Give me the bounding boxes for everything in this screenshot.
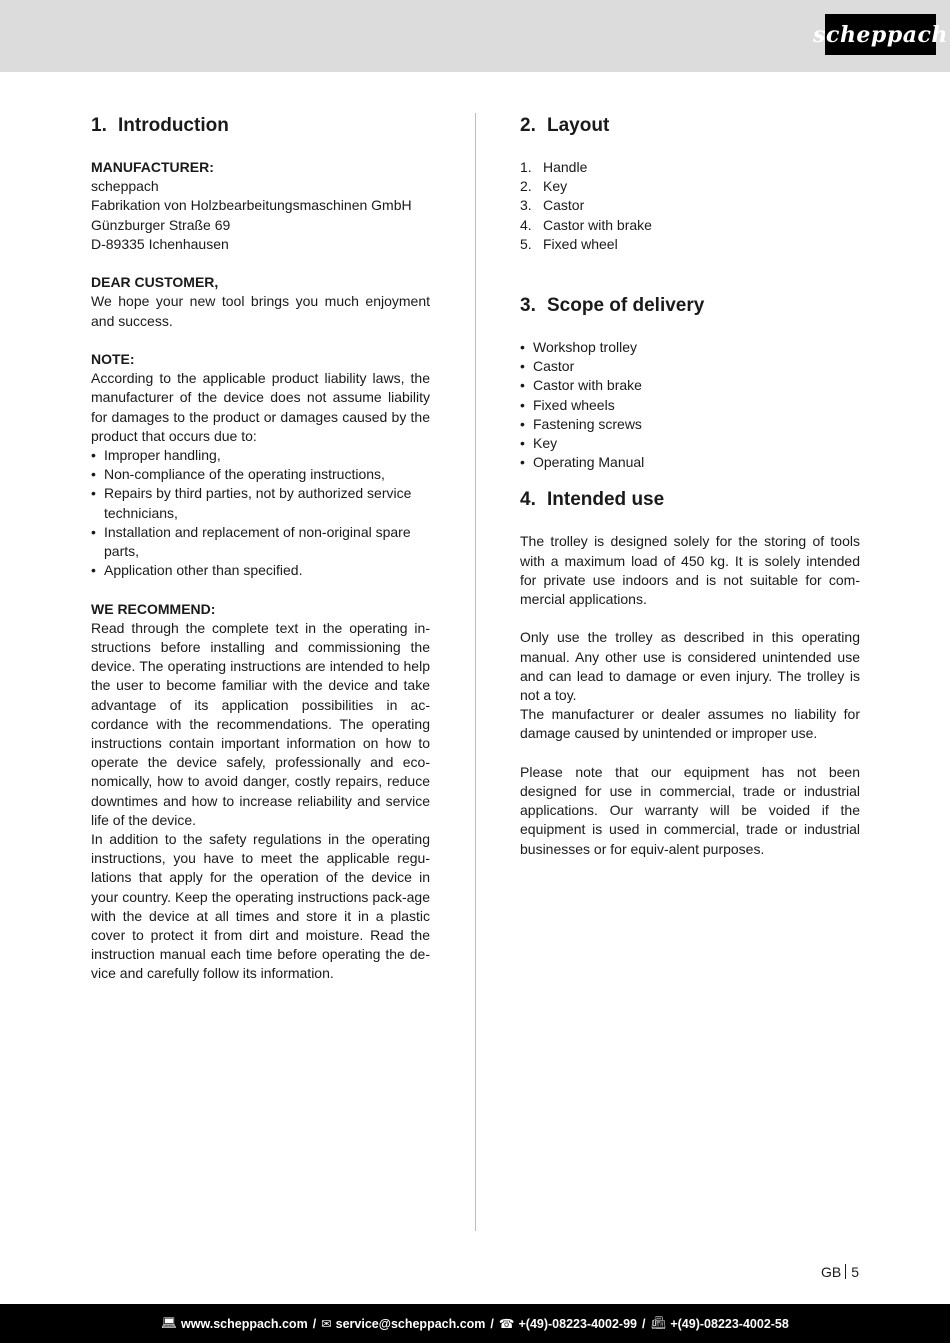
intended-use-paragraph: Only use the trolley as described in this operating manual. Any other use is considered unintended use and can lead to damage or even injury. The trolley is not a toy.	[520, 629, 860, 704]
recommend-paragraph: Read through the complete text in the operating in-structions before installing and commissioning the device. The operating instructions are intended to help the user to become familiar with the device and take advantage of its application possibilities in ac-cordance with the recommendations. The operating instructions contain important information on how to operate the device safely, professionally and eco-nomically, how to avoid danger, costly repairs, reduce downtimes and how to increase reliability and service life of the device.	[91, 619, 430, 828]
email-link[interactable]: service@scheppach.com	[335, 1316, 486, 1331]
list-item: • Castor	[520, 357, 860, 376]
section-heading-introduction: 1. Introduction	[91, 115, 229, 136]
intended-use-paragraph: The trolley is designed solely for the storing of tools with a maximum load of 450 kg. It is solely intended for private use indoors and is not suitable for com-mercial applications.	[520, 533, 860, 608]
list-item: • Repairs by third parties, not by authorized service technicians,	[91, 484, 430, 522]
manufacturer-line: scheppach	[91, 178, 159, 195]
list-item: • Improper handling,	[91, 446, 430, 465]
section-heading-scope: 3. Scope of delivery	[520, 295, 705, 317]
list-item: • Fastening screws	[520, 415, 860, 434]
manufacturer-line: Fabrikation von Holzbearbeitungsmaschinen GmbH	[91, 197, 412, 214]
note-text: According to the applicable product liability laws, the manufacturer of the device does not assume liability for damages to the product or damages caused by the product that occurs due to:	[91, 370, 430, 444]
note-bullet-list	[91, 446, 430, 580]
list-item: • Installation and replacement of non-original spare parts,	[91, 523, 430, 561]
website-link[interactable]: www.scheppach.com	[181, 1316, 308, 1331]
manufacturer-line: D-89335 Ichenhausen	[91, 235, 229, 252]
note-label: NOTE:	[91, 351, 135, 367]
computer-icon: 💻︎	[161, 1316, 178, 1330]
telephone-icon: ☎︎	[498, 1317, 515, 1331]
page-number: GB 5	[820, 1264, 859, 1280]
customer-text: We hope your new tool brings you much enjoyment and success.	[91, 293, 430, 329]
list-item: 3. Castor	[520, 197, 585, 214]
recommend-paragraph: In addition to the safety regulations in the operating instructions, you have to meet the applicable regu-lations that apply for the operation of the device in your country. Keep the operating instructions pack-age with the device at all times and store it in a plastic cover to protect it from dirt and moisture. Read the instruction manual each time before operating the de-vice and carefully follow its information.	[91, 831, 430, 982]
envelope-icon: ✉︎	[321, 1317, 332, 1331]
list-item: 4. Castor with brake	[520, 216, 652, 233]
scope-list	[520, 338, 860, 472]
manufacturer-label: MANUFACTURER:	[91, 159, 214, 175]
footer-bar: 💻︎ www.scheppach.com / ✉︎ service@scheppach.com / ☎︎ +(49)-08223-4002-99 / 📠︎ +(49)-08223-4002-58	[0, 1304, 950, 1343]
list-item: • Operating Manual	[520, 453, 860, 472]
scheppach-logo: scheppach	[825, 14, 936, 55]
list-item: • Application other than specified.	[91, 561, 430, 580]
list-item: • Key	[520, 434, 860, 453]
list-item: • Fixed wheels	[520, 396, 860, 415]
recommend-label: WE RECOMMEND:	[91, 600, 216, 617]
manufacturer-line: Günzburger Straße 69	[91, 216, 231, 233]
section-heading-layout: 2. Layout	[520, 115, 610, 136]
column-divider	[475, 113, 476, 1231]
fax-number: +(49)-08223-4002-58	[670, 1316, 789, 1331]
section-heading-intended-use: 4. Intended use	[520, 489, 665, 511]
left-column	[91, 112, 430, 984]
phone-number: +(49)-08223-4002-99	[518, 1316, 637, 1331]
right-column	[520, 112, 860, 859]
list-item: • Workshop trolley	[520, 338, 860, 357]
customer-label: DEAR CUSTOMER,	[91, 274, 219, 291]
list-item: 1. Handle	[520, 159, 588, 175]
layout-list	[520, 158, 860, 254]
intended-use-paragraph: Please note that our equipment has not been designed for use in commercial, trade or industrial applications. Our warranty will be voided if the equipment is used in commercial, trade or industrial businesses or for equiv-alent purposes.	[520, 763, 860, 857]
list-item: 2. Key	[520, 178, 568, 195]
fax-icon: 📠︎	[650, 1316, 667, 1330]
intended-use-paragraph: The manufacturer or dealer assumes no liability for damage caused by unintended or improper use.	[520, 706, 860, 742]
list-item: 5. Fixed wheel	[520, 235, 618, 252]
list-item: • Non-compliance of the operating instructions,	[91, 465, 430, 484]
list-item: • Castor with brake	[520, 376, 860, 395]
header-band	[0, 0, 950, 72]
